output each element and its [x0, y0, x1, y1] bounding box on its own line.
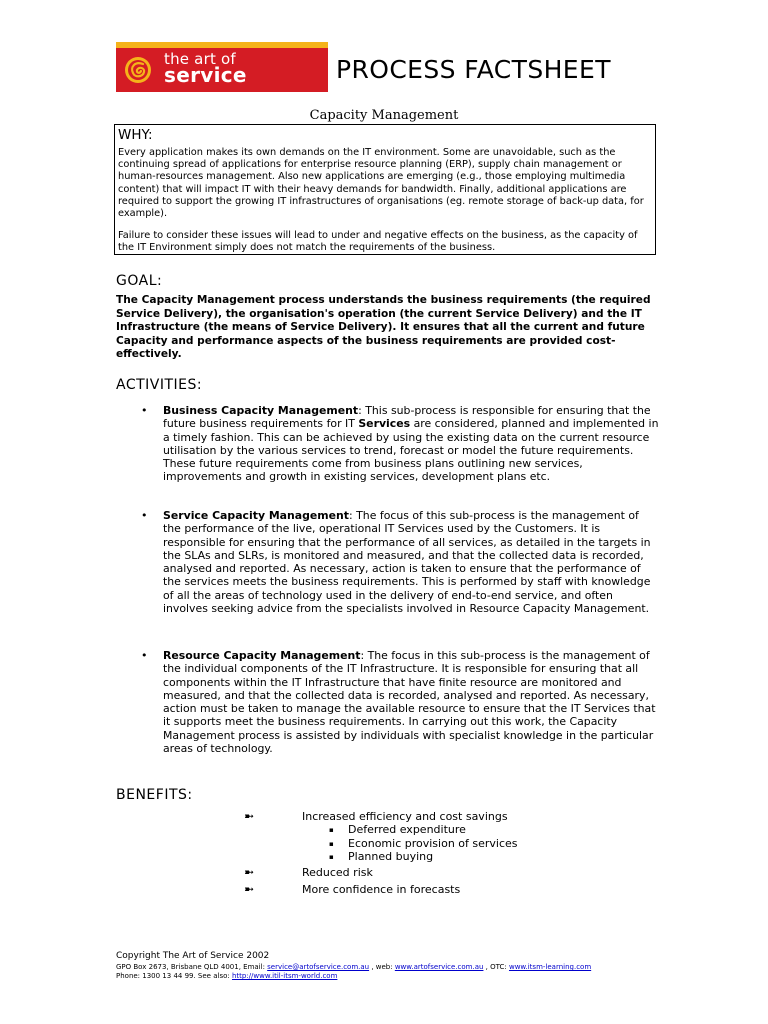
activity-name: Business Capacity Management [163, 404, 359, 417]
footer-separator: , OTC: [483, 963, 509, 971]
footer-phone: Phone: 1300 13 44 99. See also: [116, 972, 232, 980]
activity-bullet: • [141, 649, 148, 662]
square-bullet-icon: ▪ [329, 826, 334, 834]
why-section [114, 124, 656, 255]
goal-text: The Capacity Management process understands the business requirements (the required Service Delivery), the organisation's operation (the current Service Delivery) and the IT Infrastructure (the means of Service Delivery). It ensures that all the current and future Capacity and performance aspects of the business requirements are provided cost-effectively. [116, 294, 651, 360]
art-of-service-logo [116, 48, 328, 92]
page-subtitle: Capacity Management [309, 108, 459, 123]
activity-bullet: • [141, 509, 148, 522]
benefit-sub-item: Economic provision of services [348, 837, 518, 850]
why-paragraph-1: Every application makes its own demands on the IT environment. Some are unavoidable, such as the continuing spread of applications for enterprise resource planning (ERP), supply chain management or human-resources management. Also new applications are emerging (e.g., those employing multimedia content) that will impact IT with their heavy demands for bandwidth. Finally, additional applications are required to support the growing IT infrastructures of organisations (eg. remote storage of back-up data, for example). [118, 147, 644, 220]
why-heading: WHY: [118, 127, 153, 143]
otc-link[interactable]: www.itsm-learning.com [508, 963, 592, 971]
activity-service-capacity [163, 509, 659, 615]
activity-name: Resource Capacity Management [163, 649, 361, 662]
benefits-heading: BENEFITS: [116, 787, 193, 803]
activity-text: : The focus of this sub-process is the management of the performance of the live, operational IT Services used by the Customers. It is responsible for ensuring that the performance of all services, as detailed in the targets in the SLAs and SLRs, is monitored and measured, and that the collected data is recorded, analysed and reported. As necessary, action is taken to ensure that the performance of the services meets the business requirements. This is performed by staff with knowledge of all the areas of technology used in the delivery of end-to-end service, and often involves seeking advice from the specialists involved in Resource Capacity Management. [163, 509, 651, 616]
activity-name: Service Capacity Management [163, 509, 350, 522]
activity-text: : This sub-process is responsible for ensuring that the future business requirements for IT [163, 404, 651, 431]
activity-bullet: • [141, 404, 148, 417]
footer-separator: , web: [369, 963, 395, 971]
benefit-sub-item: Planned buying [348, 850, 434, 863]
activity-text: : The focus in this sub-process is the management of the individual components of the IT Infrastructure. It is responsible for ensuring that all components within the IT Infrastructure that have finite resource are monitored and measured, and that the collected data is recorded, analysed and reported. As necessary, action must be taken to manage the available resource to ensure that the IT Services that it supports meet the business requirements. In carrying out this work, the Capacity Management process is assisted by individuals with specialist knowledge in the particular areas of technology. [163, 649, 656, 756]
benefit-item: Increased efficiency and cost savings [302, 810, 508, 823]
footer-address: GPO Box 2673, Brisbane QLD 4001, Email: [116, 963, 268, 971]
logo-text-line1: the art of [164, 50, 236, 68]
logo-swirl-icon [123, 55, 153, 85]
why-paragraph-2: Failure to consider these issues will lead to under and negative effects on the business, as the capacity of the IT Environment simply does not match the requirements of the business. [118, 230, 638, 254]
benefit-item: More confidence in forecasts [302, 883, 461, 896]
footer-copyright: Copyright The Art of Service 2002 [116, 951, 270, 961]
activities-heading: ACTIVITIES: [116, 377, 203, 393]
footer-phone-line [116, 972, 337, 980]
email-link[interactable]: service@artofservice.com.au [267, 963, 370, 971]
arrow-bullet-icon: ➼ [244, 809, 251, 823]
footer-contact-line [116, 963, 591, 971]
arrow-bullet-icon: ➼ [244, 865, 251, 879]
benefit-sub-item: Deferred expenditure [348, 823, 466, 836]
benefit-item: Reduced risk [302, 866, 373, 879]
web-link[interactable]: www.artofservice.com.au [394, 963, 484, 971]
page-title: PROCESS FACTSHEET [336, 55, 611, 84]
activity-resource-capacity [163, 649, 659, 755]
square-bullet-icon: ▪ [329, 853, 334, 861]
activity-bold-term: Services [358, 417, 411, 431]
activity-text: are considered, planned and implemented in a timely fashion. This can be achieved by using the existing data on the current resource utilisation by the various services to trend, forecast or model the future requirements. These future requirements come from business plans outlining new services, improvements and growth in existing services, development plans etc. [163, 417, 659, 484]
square-bullet-icon: ▪ [329, 840, 334, 848]
see-also-link[interactable]: http://www.itil-itsm-world.com [231, 972, 338, 980]
goal-heading: GOAL: [116, 273, 163, 289]
activity-business-capacity [163, 404, 659, 484]
arrow-bullet-icon: ➼ [244, 882, 251, 896]
logo-text-line2: service [164, 63, 247, 87]
